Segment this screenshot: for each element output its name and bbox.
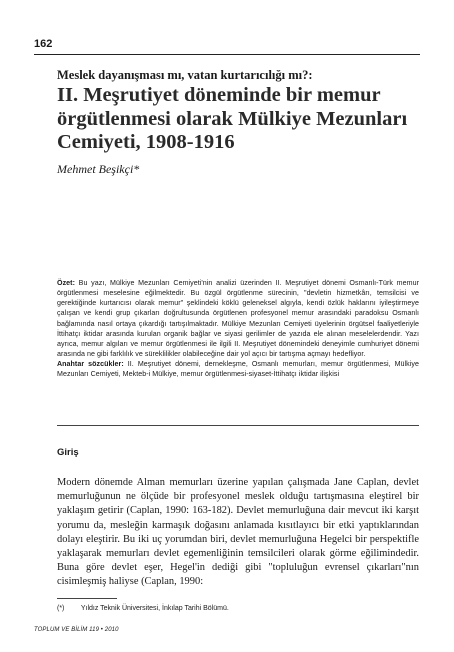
abstract-rule bbox=[57, 425, 419, 426]
page-number: 162 bbox=[34, 38, 53, 50]
article-title: II. Meşrutiyet döneminde bir memur örgütlenmesi olarak Mülkiye Mezunları Cemiyeti, 1908-1916 bbox=[57, 84, 408, 153]
footnote-mark: (*) bbox=[57, 605, 65, 612]
footnote-rule bbox=[57, 598, 117, 599]
footnote-text: Yıldız Teknik Üniversitesi, İnkılap Tarihi Bölümü. bbox=[80, 605, 229, 612]
abstract-label: Özet: bbox=[57, 279, 75, 287]
abstract-text: Bu yazı, Mülkiye Mezunları Cemiyeti'nin analizi üzerinden II. Meşrutiyet dönemi Osmanlı-Türk memur örgütlenmesi meselesine eğilmektedir. Bu özgül örgütlenme sürecinin, "devletin hizmetkârı, temsilcisi ve gerektiğinde kurtarıcısı olarak memur" şeklindeki köklü geleneksel algıyla, kendi özlük haklarını iyileştirmeye çalışan ve kendi grup çıkarları doğrultusunda örgütlenen profesyonel memur arasındaki paradoksu Osmanlı bağlamında nasıl ortaya çıkardığı tartışılmaktadır. Mülkiye Mezunları Cemiyeti üyelerinin örgütsel faaliyetleriyle İttihatçı iktidar arasında kurulan organik bağlar ve siyasi gerilimler de yazıda ele alınan meselelerdendir. Yazı ayrıca, memur algıları ve memur örgütlenmesi ile ilgili II. Meşrutiyet dönemindeki deneyimle cumhuriyet dönemi arasında ne gibi farklılık ve süreklilikler olabileceğine dair yol açıcı bir tartışma açmayı hedefliyor. bbox=[57, 279, 419, 359]
section-heading: Giriş bbox=[57, 447, 79, 458]
author-name: Mehmet Beşikçi* bbox=[57, 162, 140, 176]
keywords-paragraph bbox=[57, 359, 419, 379]
article-kicker: Meslek dayanışması mı, vatan kurtarıcılığı mı?: bbox=[57, 68, 313, 82]
footnote bbox=[57, 605, 419, 612]
header-rule bbox=[34, 54, 420, 55]
abstract-paragraph bbox=[57, 278, 419, 359]
keywords-label: Anahtar sözcükler: bbox=[57, 360, 124, 369]
keywords-text: II. Meşrutiyet dönemi, dernekleşme, Osmanlı memurları, memur örgütlenmesi, Mülkiye Mezunları Cemiyeti, Mekteb-i Mülkiye, memur örgütlenmesi-siyaset-İttihatçı iktidar ilişkisi bbox=[57, 360, 419, 379]
body-paragraph: Modern dönemde Alman memurları üzerine yapılan çalışmada Jane Caplan, devlet memurluğunun ne ölçüde bir profesyonel meslek olduğu tartışmasına eleştirel bir yaklaşım getirir (Caplan, 1990: 163-182). Devlet memurluğuna dair mevcut iki karşıt yorumu da, mesleğin karmaşık doğasını anlamada kısıtlayıcı bir etki yaptıklarından dolayı eleştirir. Bu iki uç yorumdan biri, devlet memurluğuna Hegelci bir perspektifle yaklaşarak memurları devlet egemenliğinin temsilcileri olarak görme eğilimindedir. Buna göre devlet eşer, Hegel'in dediği gibi "topluluğun evrensel çıkarları"nın cisimleşmiş haliyse (Caplan, 1990: bbox=[57, 477, 419, 588]
body-text bbox=[57, 476, 419, 590]
abstract-block bbox=[57, 278, 419, 380]
journal-footer: TOPLUM VE BİLİM 119 • 2010 bbox=[34, 627, 119, 633]
